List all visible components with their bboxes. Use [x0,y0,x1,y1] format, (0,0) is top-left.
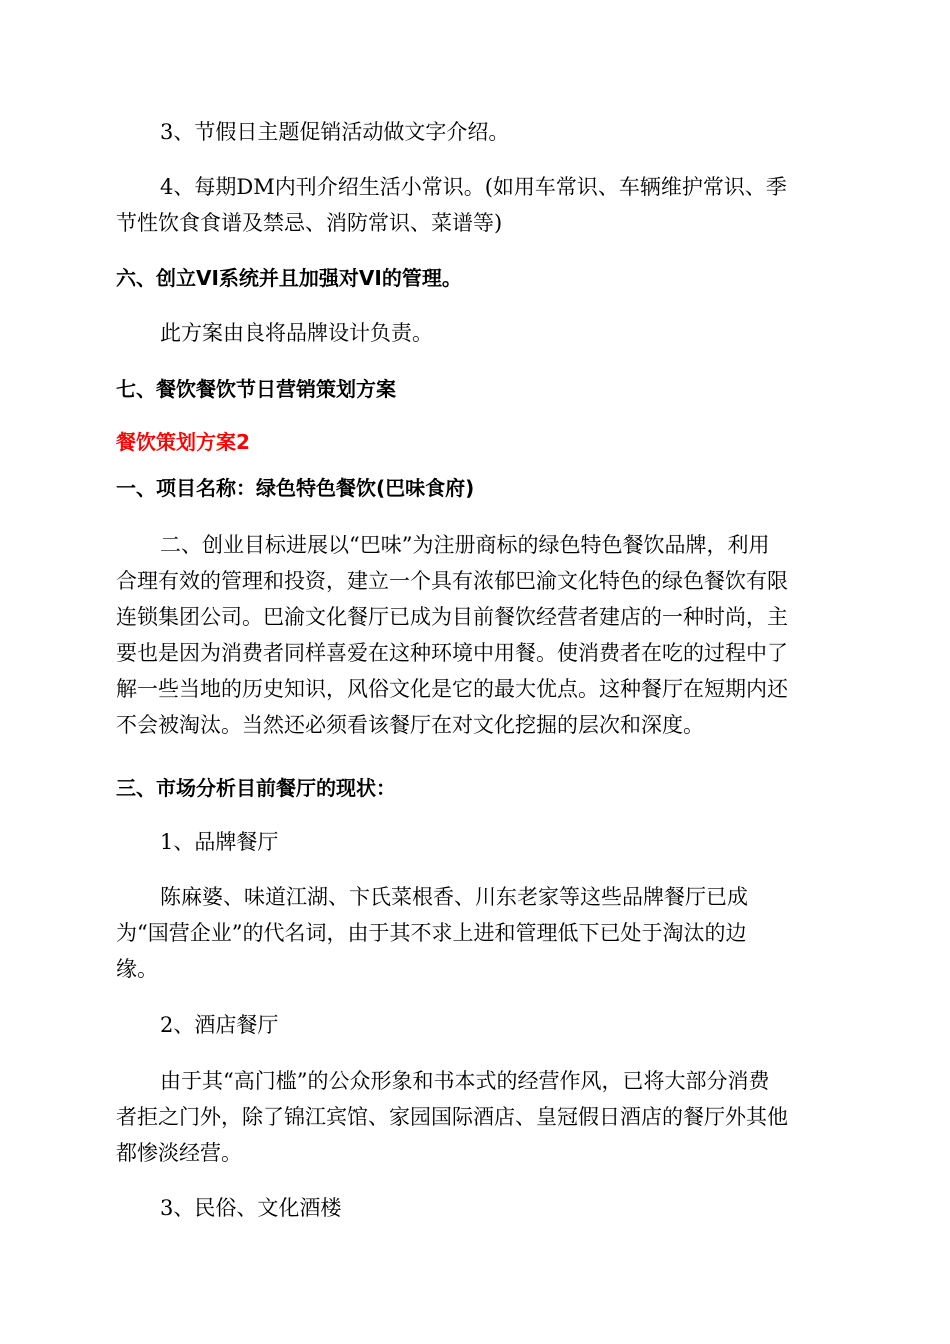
paragraph-2-line5: 解一些当地的历史知识，风俗文化是它的最大优点。这种餐厅在短期内还 [116,677,788,701]
list-item-4-line2: 节性饮食食谱及禁忌、消防常识、菜谱等) [116,211,503,235]
subparagraph-1-line1: 陈麻婆、味道江湖、卞氏菜根香、川东老家等这些品牌餐厅已成 [160,885,748,909]
paragraph-2-line6: 不会被淘汰。当然还必须看该餐厅在对文化挖掘的层次和深度。 [116,713,704,737]
subparagraph-2-line3: 都惨淡经营。 [116,1141,242,1165]
subheading-2: 2、酒店餐厅 [160,1013,279,1037]
section-heading-7: 七、餐饮餐饮节日营销策划方案 [116,377,396,401]
paragraph-2-line3: 连锁集团公司。巴渝文化餐厅已成为目前餐饮经营者建店的一种时尚，主 [116,605,788,629]
list-item-4-line1: 4、每期DM内刊介绍生活小常识。(如用车常识、车辆维护常识、季 [160,175,787,199]
paragraph-2-line2: 合理有效的管理和投资，建立一个具有浓郁巴渝文化特色的绿色餐饮有限 [116,569,788,593]
section-heading-6: 六、创立VI系统并且加强对VI的管理。 [116,266,462,290]
subparagraph-1-line3: 缘。 [116,957,158,981]
section-heading-3: 三、市场分析目前餐厅的现状： [116,776,396,800]
subparagraph-1-line2: 为“国营企业”的代名词，由于其不求上进和管理低下已处于淘汰的边 [116,921,747,945]
paragraph-2-line1: 二、创业目标进展以“巴味”为注册商标的绿色特色餐饮品牌，利用 [160,533,770,557]
subparagraph-2-line1: 由于其“高门槛”的公众形象和书本式的经营作风，已将大部分消费 [160,1069,770,1093]
paragraph-6: 此方案由良将品牌设计负责。 [160,321,433,345]
list-item-3: 3、节假日主题促销活动做文字介绍。 [160,120,510,144]
subheading-1: 1、品牌餐厅 [160,830,279,854]
subheading-3: 3、民俗、文化酒楼 [160,1196,342,1220]
document-title-red: 餐饮策划方案2 [116,430,250,454]
section-heading-1: 一、项目名称：绿色特色餐饮(巴味食府) [116,476,475,500]
subparagraph-2-line2: 者拒之门外，除了锦江宾馆、家园国际酒店、皇冠假日酒店的餐厅外其他 [116,1105,788,1129]
paragraph-2-line4: 要也是因为消费者同样喜爱在这种环境中用餐。使消费者在吃的过程中了 [116,641,788,665]
